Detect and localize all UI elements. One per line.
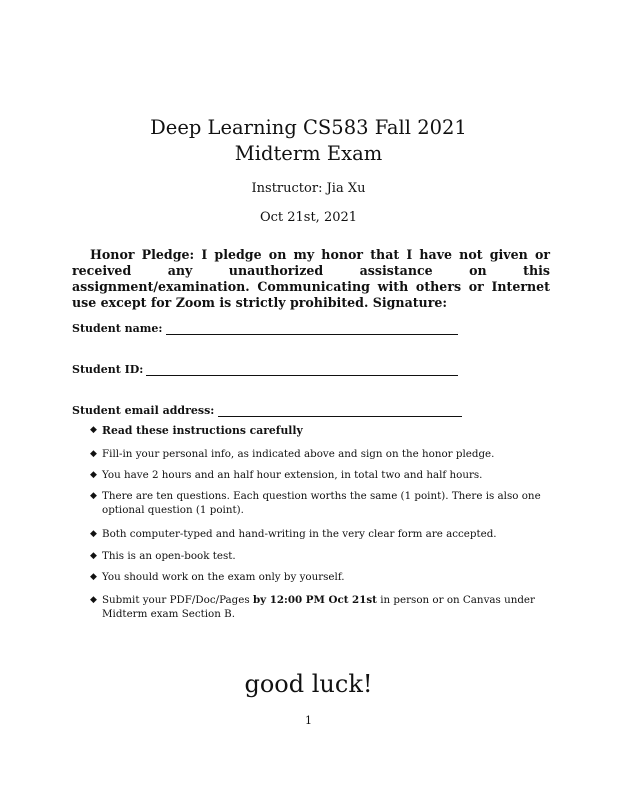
list-item-text: This is an open-book test. [102, 550, 236, 562]
list-item-text: You have 2 hours and an half hour extension, in total two and half hours. [102, 469, 483, 481]
submit-prefix: Submit your PDF/Doc/Pages [102, 594, 253, 606]
bullet-icon: ◆ [90, 425, 97, 435]
student-name-field [72, 322, 458, 335]
list-item [90, 594, 552, 621]
list-item-text: Read these instructions carefully [102, 424, 303, 437]
student-name-label: Student name: [72, 322, 163, 335]
bullet-icon: ◆ [90, 551, 97, 561]
list-item-text: There are ten questions. Each question worths the same (1 point). There is also one optional question (1 point). [102, 490, 541, 516]
submit-suffix: in person or on Canvas under Midterm exam Section B. [102, 594, 535, 620]
honor-pledge: Honor Pledge: I pledge on my honor that I have not given or received any unauthorized assistance on this assignment/examination. Communicating with others or Internet use except for Zoom is strictly prohibited. Signature: [72, 247, 550, 310]
title-line-2: Midterm Exam [234, 142, 383, 165]
submit-deadline: by 12:00 PM Oct 21st [252, 594, 377, 606]
list-item-text: You should work on the exam only by yourself. [102, 571, 345, 583]
list-item [90, 490, 552, 517]
list-item [90, 424, 552, 438]
good-luck: good luck! [244, 670, 373, 698]
list-item [90, 528, 552, 542]
bullet-icon: ◆ [90, 470, 97, 480]
list-item [90, 469, 552, 483]
student-name-line[interactable] [166, 322, 458, 335]
bullet-icon: ◆ [90, 491, 97, 501]
list-item-text: Both computer-typed and hand-writing in the very clear form are accepted. [102, 528, 497, 540]
bullet-icon: ◆ [90, 595, 97, 605]
bullet-icon: ◆ [90, 572, 97, 582]
student-id-label: Student ID: [72, 363, 144, 376]
student-email-line[interactable] [218, 404, 462, 417]
student-email-field [72, 404, 462, 417]
list-item [90, 448, 552, 462]
list-item-text: Fill-in your personal info, as indicated above and sign on the honor pledge. [102, 448, 495, 460]
list-item [90, 571, 552, 585]
title-line-1: Deep Learning CS583 Fall 2021 [150, 116, 467, 139]
page-number: 1 [305, 714, 312, 727]
exam-date: Oct 21st, 2021 [259, 210, 358, 225]
student-email-label: Student email address: [72, 404, 215, 417]
list-item [90, 550, 552, 564]
student-id-field [72, 363, 458, 376]
student-id-line[interactable] [146, 363, 458, 376]
bullet-icon: ◆ [90, 529, 97, 539]
bullet-icon: ◆ [90, 449, 97, 459]
instructor: Instructor: Jia Xu [251, 181, 366, 196]
